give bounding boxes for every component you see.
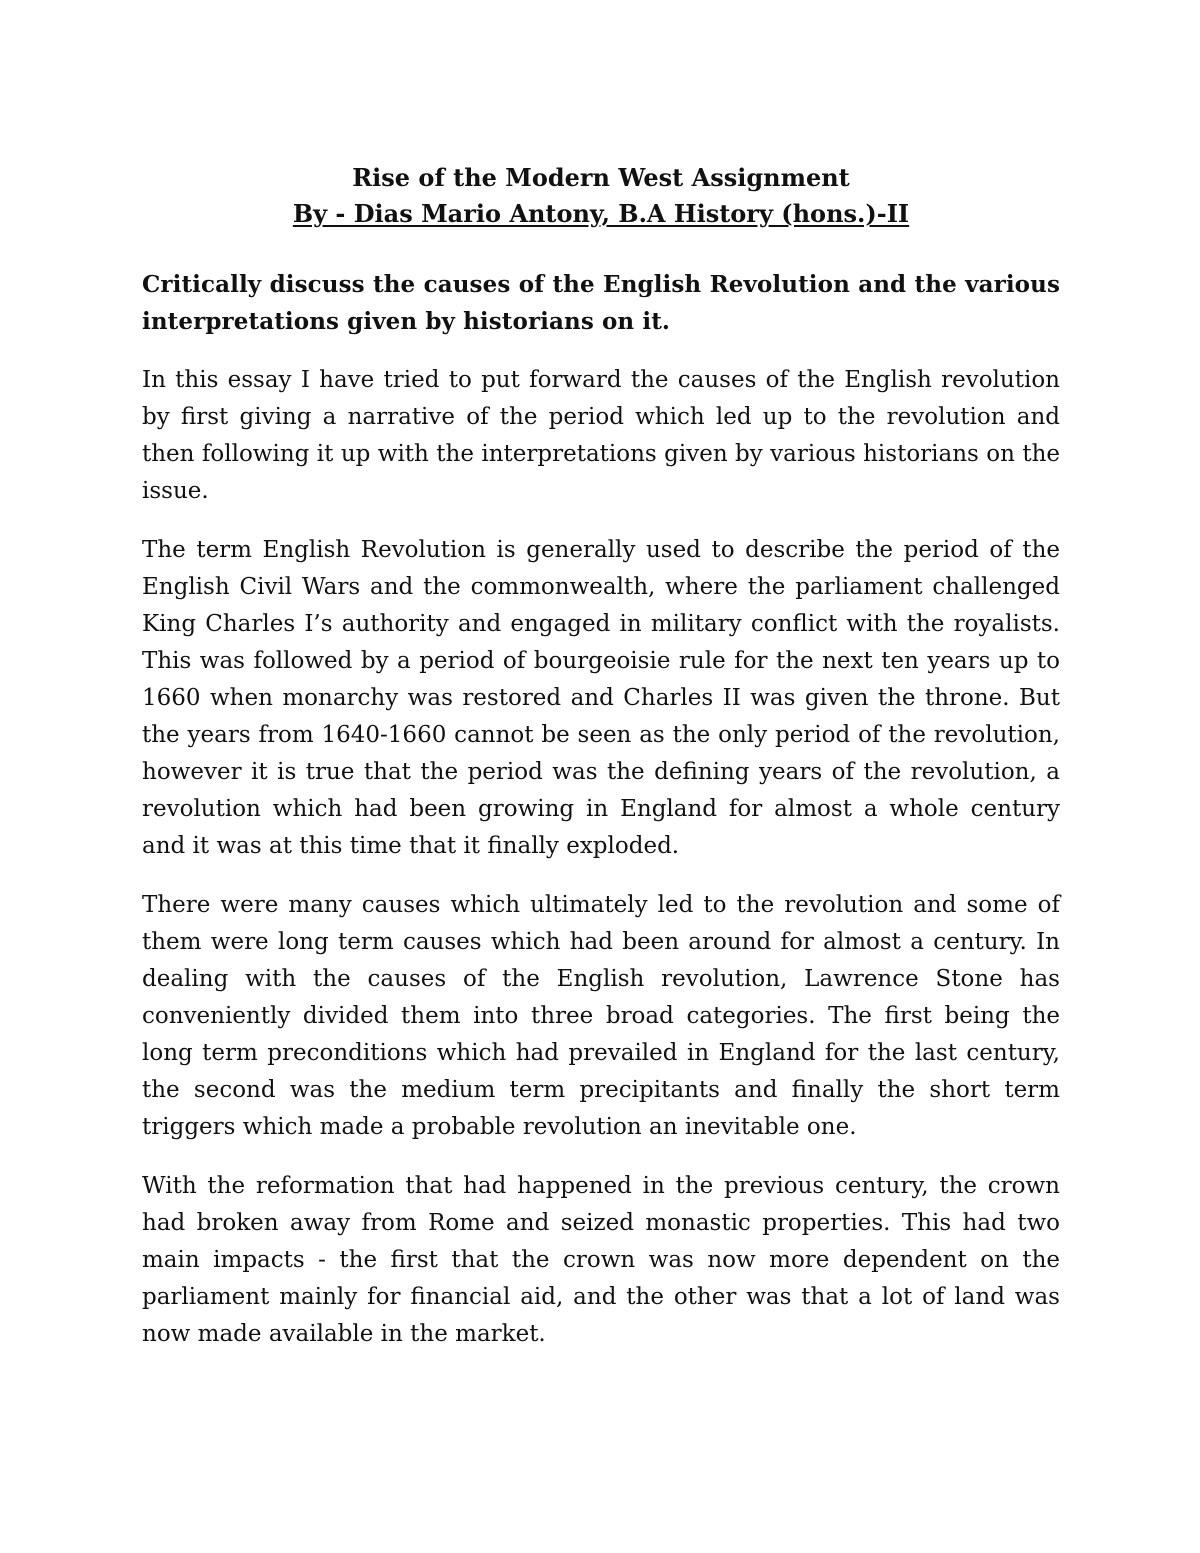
document-byline: By - Dias Mario Antony, B.A History (hons.)-II — [292, 199, 910, 228]
document-title: Rise of the Modern West Assignment — [352, 163, 850, 192]
paragraph-definition: The term English Revolution is generally used to describe the period of the English Civil Wars and the commonwealth, where the parliament challenged King Charles I’s authority and engaged in military conflict with the royalists. This was followed by a period of bourgeoisie rule for the next ten years up to 1660 when monarchy was restored and Charles II was given the throne. But the years from 1640-1660 cannot be seen as the only period of the revolution, however it is true that the period was the defining years of the revolution, a revolution which had been growing in England for almost a whole century and it was at this time that it finally exploded. — [142, 537, 1060, 859]
essay-question: Critically discuss the causes of the English Revolution and the various interpretations given by historians on it. — [142, 271, 1060, 335]
paragraph-causes: There were many causes which ultimately led to the revolution and some of them were long term causes which had been around for almost a century. In dealing with the causes of the English revolution, Lawrence Stone has conveniently divided them into three broad categories. The first being the long term preconditions which had prevailed in England for the last century, the second was the medium term precipitants and finally the short term triggers which made a probable revolution an inevitable one. — [142, 892, 1060, 1140]
paragraph-reformation: With the reformation that had happened in the previous century, the crown had broken away from Rome and seized monastic properties. This had two main impacts - the first that the crown was now more dependent on the parliament mainly for financial aid, and the other was that a lot of land was now made available in the market. — [142, 1173, 1060, 1347]
paragraph-intro: In this essay I have tried to put forward the causes of the English revolution by first giving a narrative of the period which led up to the revolution and then following it up with the interpretations given by various historians on the issue. — [142, 367, 1060, 504]
document-page — [142, 160, 1060, 1353]
